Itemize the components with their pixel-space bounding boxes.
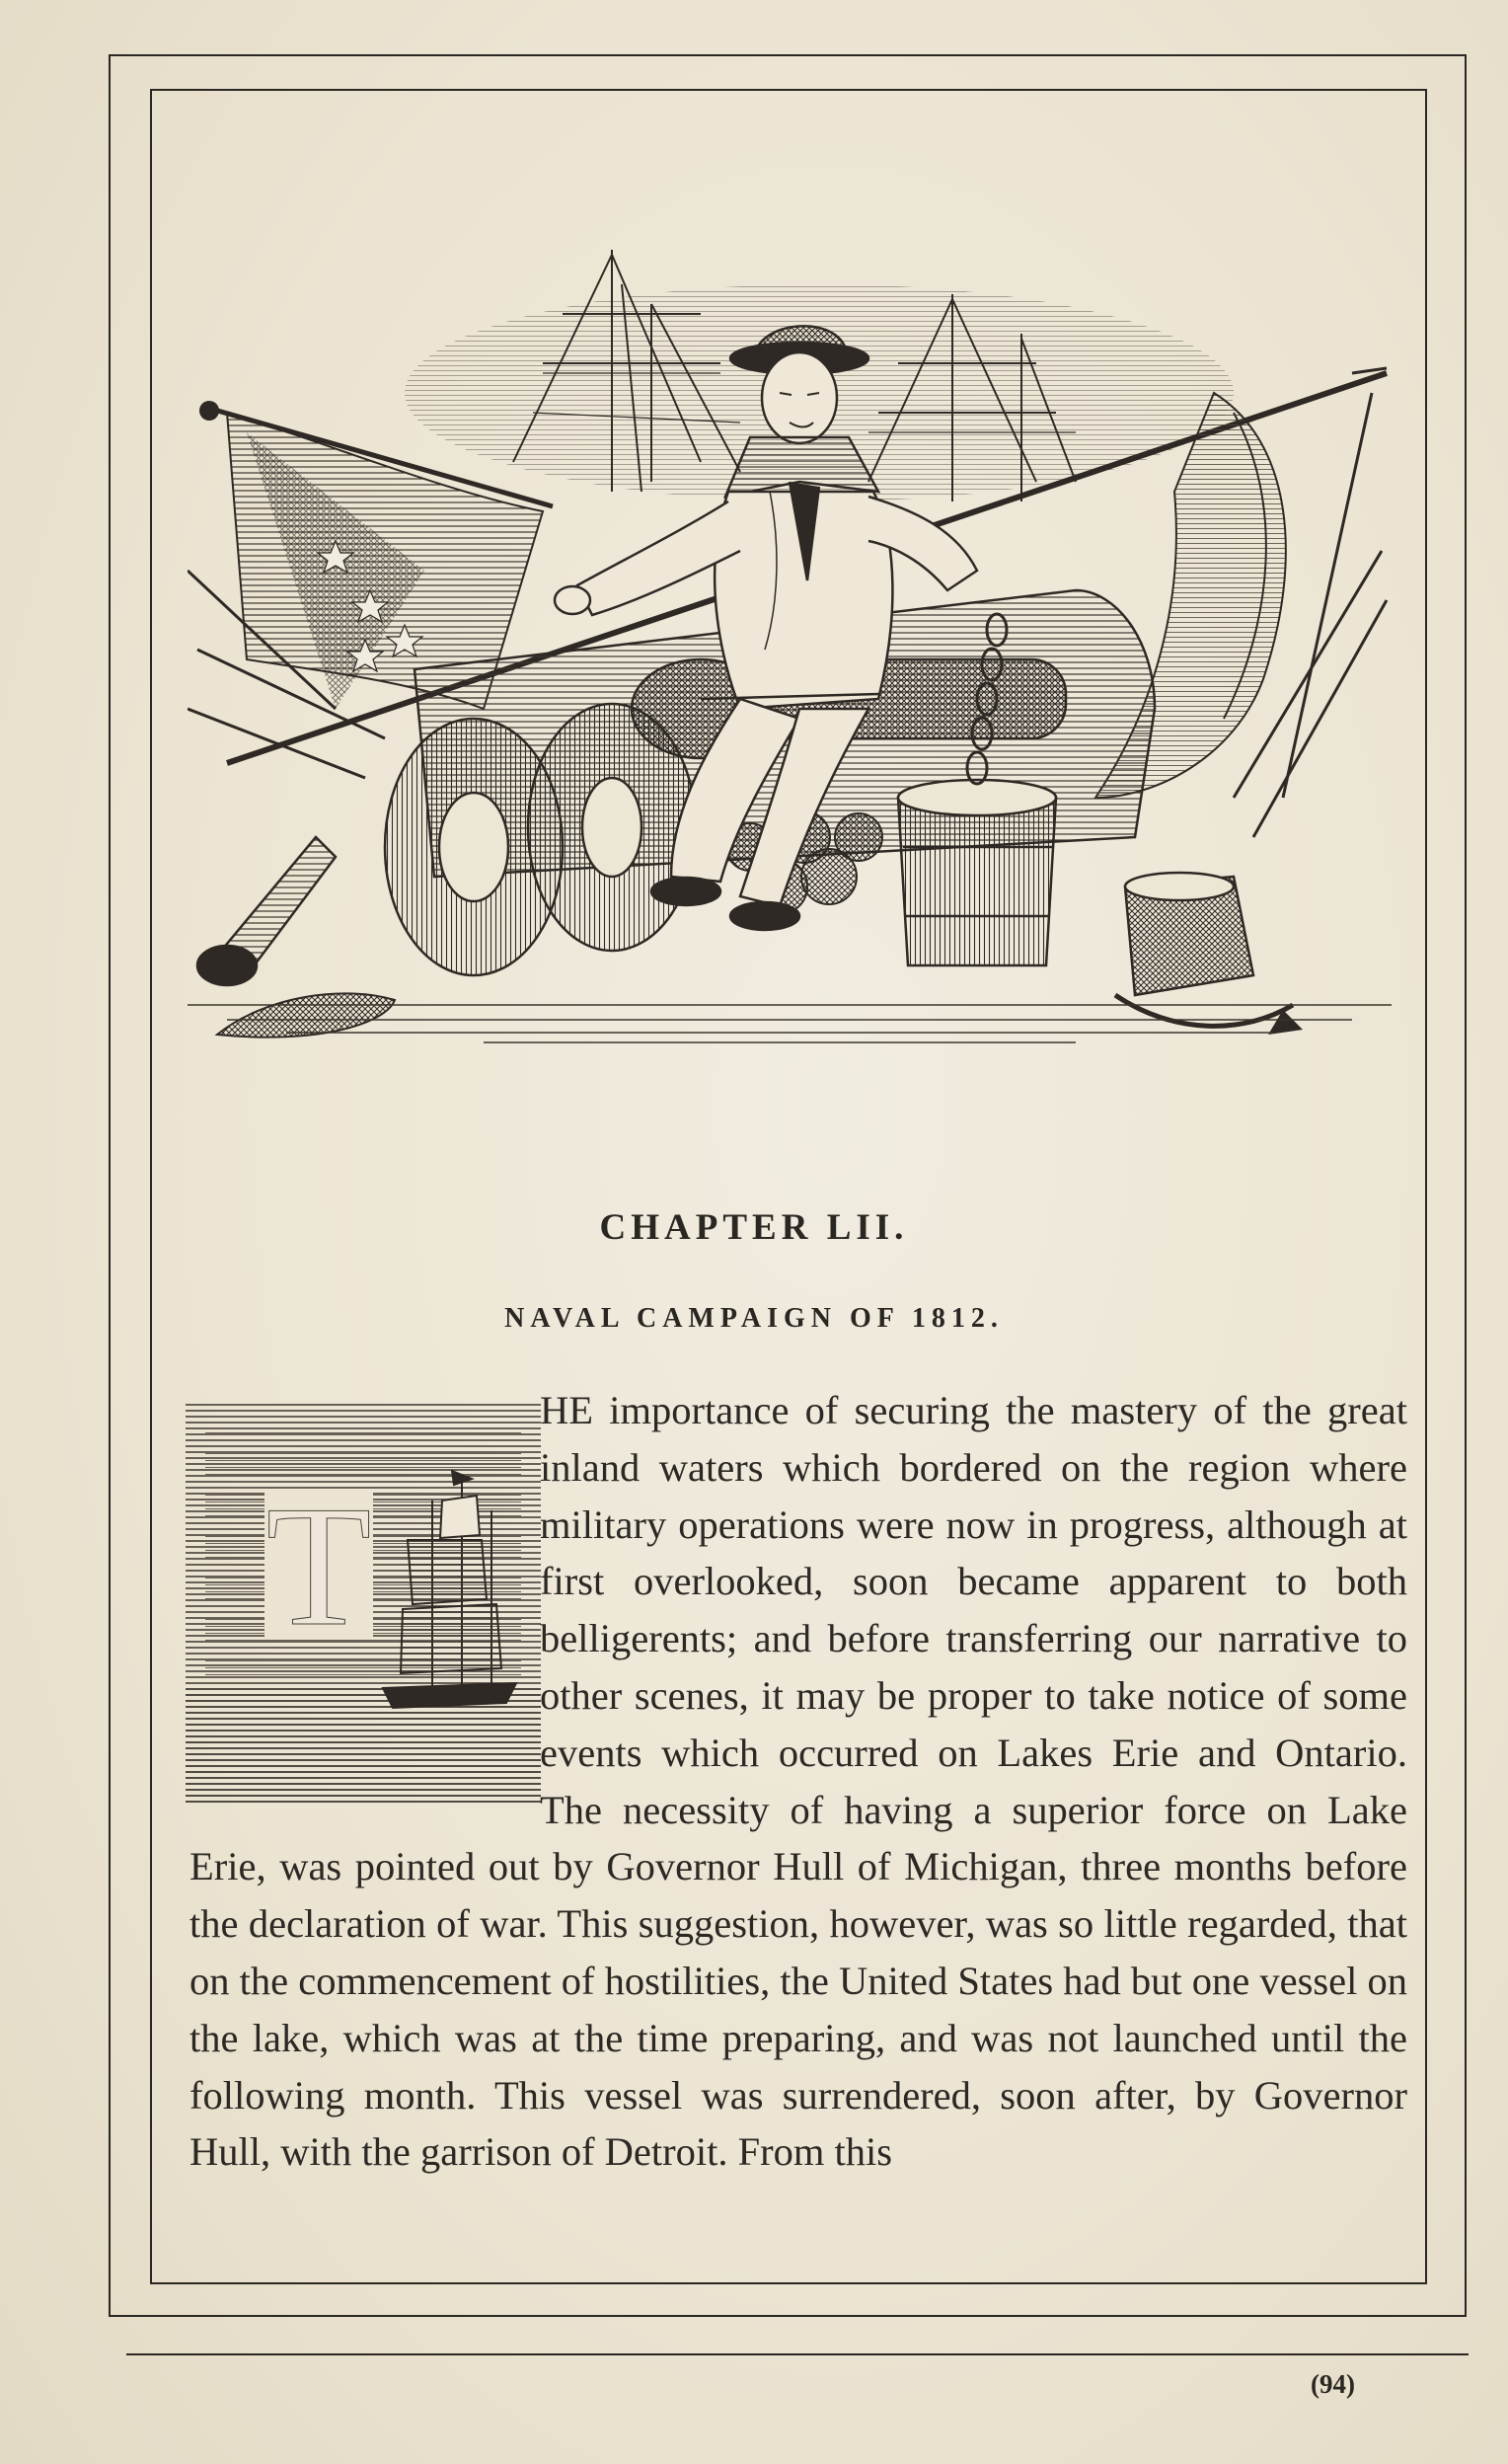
dropcap-letter: T <box>265 1470 372 1661</box>
sailor-engraving-icon <box>188 245 1392 1044</box>
page-number: (94) <box>1311 2369 1355 2399</box>
dropcap-space <box>189 1382 540 1838</box>
body-paragraph <box>189 1382 1407 2181</box>
chapter-title: CHAPTER LII. <box>599 1207 909 1248</box>
body-text-content: HE importance of securing the mastery of the great inland waters which bordered on the region where military operations were now in progress, although at first overlooked, soon became apparent to both belligerents; and before transferring our narrative to other scenes, it may be proper to take notice of some events which occurred on Lakes Erie and Ontario. The necessity of having a superior force on Lake Erie, was pointed out by Governor Hull of Michigan, three months before the declaration of war. This suggestion, however, was so little regarded, that on the commencement of hostilities, the United States had but one vessel on the lake, which was at the time preparing, and was not launched until the following month. This vessel was surrendered, soon after, by Governor Hull, with the garrison of Detroit. From this <box>189 1388 1407 2175</box>
chapter-subtitle: NAVAL CAMPAIGN OF 1812. <box>504 1303 1004 1334</box>
bottom-rule <box>126 2353 1469 2355</box>
